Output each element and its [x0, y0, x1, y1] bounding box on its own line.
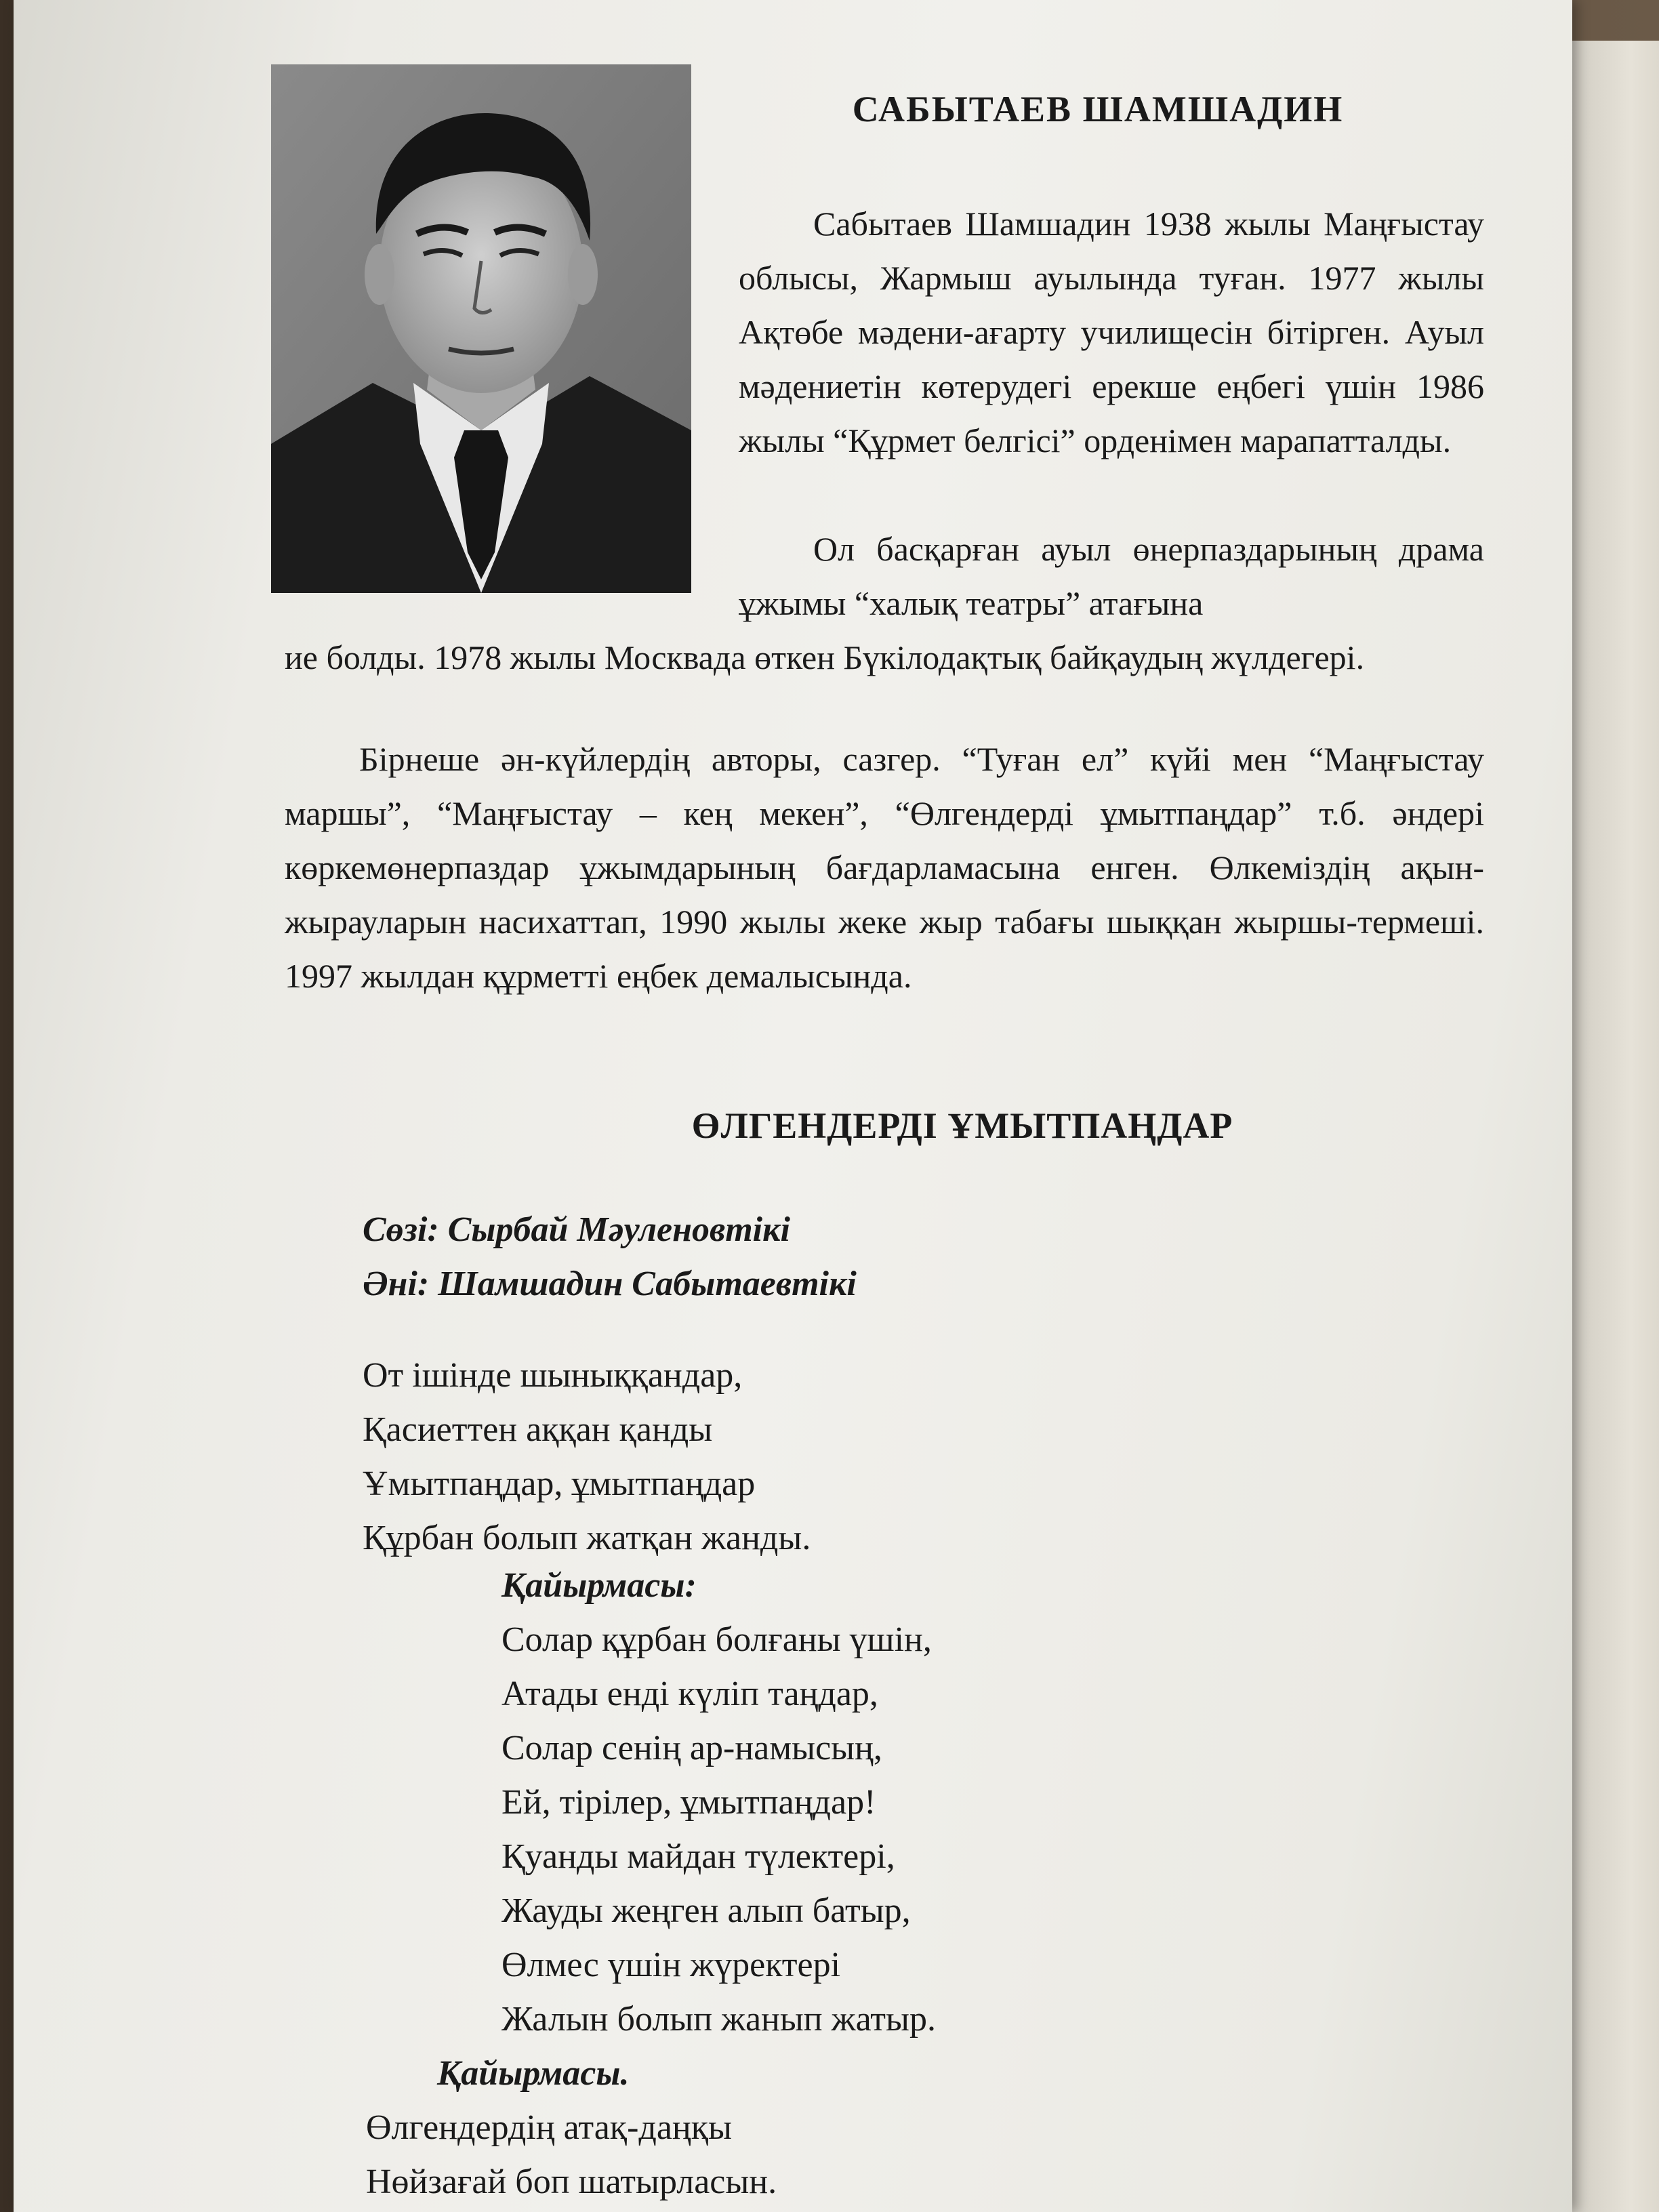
- verse-3: [366, 2101, 777, 2209]
- bio-paragraph-1: Сабытаев Шамшадин 1938 жылы Маңғыстау облысы, Жармыш ауылында туған. 1977 жылы Ақтөбе мәдени-ағарту училищесін бітірген. Ауыл мәдениетін көтерудегі ерекше еңбегі үшін 1986 жылы “Құрмет белгісі” орденімен марапатталды.: [739, 205, 1484, 459]
- verse-line: Қасиеттен аққан қанды: [363, 1410, 713, 1449]
- verse-1: [363, 1349, 811, 1565]
- bio-paragraph-2-start: Ол басқарған ауыл өнерпаздарының драма ұжымы “халық театры” атағына: [739, 530, 1484, 622]
- lyrics-credit: Сөзі: Сырбай Мәуленовтікі: [363, 1210, 790, 1249]
- verse-line: Солар құрбан болғаны үшін,: [501, 1620, 932, 1659]
- bio-paragraph-2-end: ие болды. 1978 жылы Москвада өткен Бүкілодақтық байқаудың жүлдегері.: [285, 638, 1365, 676]
- chorus-label: Қайырмасы.: [437, 2054, 630, 2093]
- verse-line: Құрбан болып жатқан жанды.: [363, 1519, 811, 1557]
- music-credit: Әні: Шамшадин Сабытаевтікі: [363, 1265, 857, 1303]
- verse-line: Жауды жеңген алып батыр,: [501, 1891, 911, 1930]
- song-credits: [363, 1203, 857, 1311]
- verse-line: Ұмытпаңдар, ұмытпаңдар: [363, 1465, 756, 1503]
- verse-line: Ей, тірілер, ұмытпаңдар!: [501, 1783, 876, 1822]
- next-page-edge: [1565, 41, 1659, 2212]
- book-page: [14, 0, 1572, 2212]
- verse-line: Нөйзағай боп шатырласын.: [366, 2163, 777, 2201]
- verse-line: Қуанды майдан түлектері,: [501, 1837, 895, 1876]
- song-title: ӨЛГЕНДЕРДІ ҰМЫТПАҢДАР: [691, 1105, 1233, 1146]
- verse-line: Жалын болып жанып жатыр.: [501, 2000, 936, 2039]
- verse-line: Өлгендердің атақ-даңқы: [366, 2108, 732, 2147]
- verse-line: Солар сенің ар-намысың,: [501, 1729, 882, 1767]
- verse-line: Атады енді күліп таңдар,: [501, 1675, 878, 1713]
- verse-2: [501, 1613, 936, 2047]
- verse-line: От ішінде шыныққандар,: [363, 1356, 743, 1395]
- bio-title: САБЫТАЕВ ШАМШАДИН: [852, 89, 1344, 129]
- chorus-label: Қайырмасы:: [501, 1566, 697, 1605]
- portrait-photo: [271, 64, 691, 593]
- bio-paragraph-3: Бірнеше ән-күйлердің авторы, сазгер. “Туған ел” күйі мен “Маңғыстау маршы”, “Маңғыстау – кең мекен”, “Өлгендерді ұмытпаңдар” т.б. әндері көркемөнерпаздар ұжымдарының бағдарламасына енген. Өлкеміздің ақын-жырауларын насихаттап, 1990 жылы жеке жыр табағы шыққан жыршы-термеші. 1997 жылдан құрметті еңбек демалысында.: [285, 740, 1484, 995]
- verse-line: Өлмес үшін жүректері: [501, 1946, 841, 1984]
